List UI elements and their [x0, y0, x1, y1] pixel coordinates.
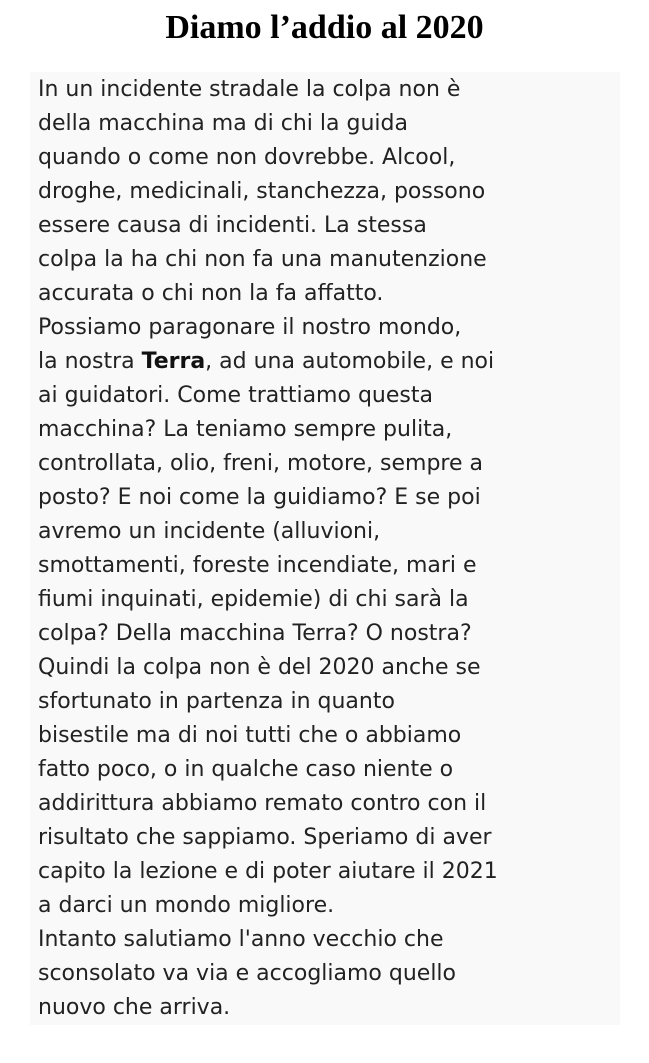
text-line: In un incidente stradale la colpa non è — [38, 77, 461, 102]
page-title: Diamo l’addio al 2020 — [165, 9, 484, 46]
text-line: risultato che sappiamo. Speriamo di aver — [38, 825, 492, 850]
text-line: bisestile ma di noi tutti che o abbiamo — [38, 723, 462, 748]
text-line: capito la lezione e di poter aiutare il 2021 — [38, 859, 498, 884]
text-line: nuovo che arriva. — [38, 995, 231, 1020]
text-line: sconsolato va via e accogliamo quello — [38, 961, 456, 986]
text-line: ai guidatori. Come trattiamo questa — [38, 383, 433, 408]
text-line: Quindi la colpa non è del 2020 anche se — [38, 655, 481, 680]
text-line-with-bold — [38, 345, 620, 379]
text-line: quando o come non dovrebbe. Alcool, — [38, 145, 456, 170]
bold-word-terra: Terra — [141, 349, 206, 374]
text-line: della macchina ma di chi la guida — [38, 111, 408, 136]
text-line: avremo un incidente (alluvioni, — [38, 519, 381, 544]
text-line: sfortunato in partenza in quanto — [38, 689, 395, 714]
text-line: droghe, medicinali, stanchezza, possono — [38, 179, 486, 204]
text-fragment: , ad una automobile, e noi — [205, 349, 495, 374]
text-line: Possiamo paragonare il nostro mondo, — [38, 315, 462, 340]
text-line: controllata, olio, freni, motore, sempre a — [38, 451, 483, 476]
text-line: colpa? Della macchina Terra? O nostra? — [38, 621, 472, 646]
text-line: smottamenti, foreste incendiate, mari e — [38, 553, 477, 578]
text-line: posto? E noi come la guidiamo? E se poi — [38, 485, 481, 510]
text-fragment: la nostra — [38, 349, 142, 374]
text-line: addirittura abbiamo remato contro con il — [38, 791, 487, 816]
text-line: fatto poco, o in qualche caso niente o — [38, 757, 454, 782]
text-line: accurata o chi non la fa affatto. — [38, 281, 384, 306]
text-line: Intanto salutiamo l'anno vecchio che — [38, 927, 444, 952]
text-line: fiumi inquinati, epidemie) di chi sarà la — [38, 587, 469, 612]
text-line: a darci un mondo migliore. — [38, 893, 335, 918]
text-line: essere causa di incidenti. La stessa — [38, 213, 427, 238]
text-line: macchina? La teniamo sempre pulita, — [38, 417, 453, 442]
text-line: colpa la ha chi non fa una manutenzione — [38, 247, 487, 272]
body-text — [38, 73, 620, 1025]
